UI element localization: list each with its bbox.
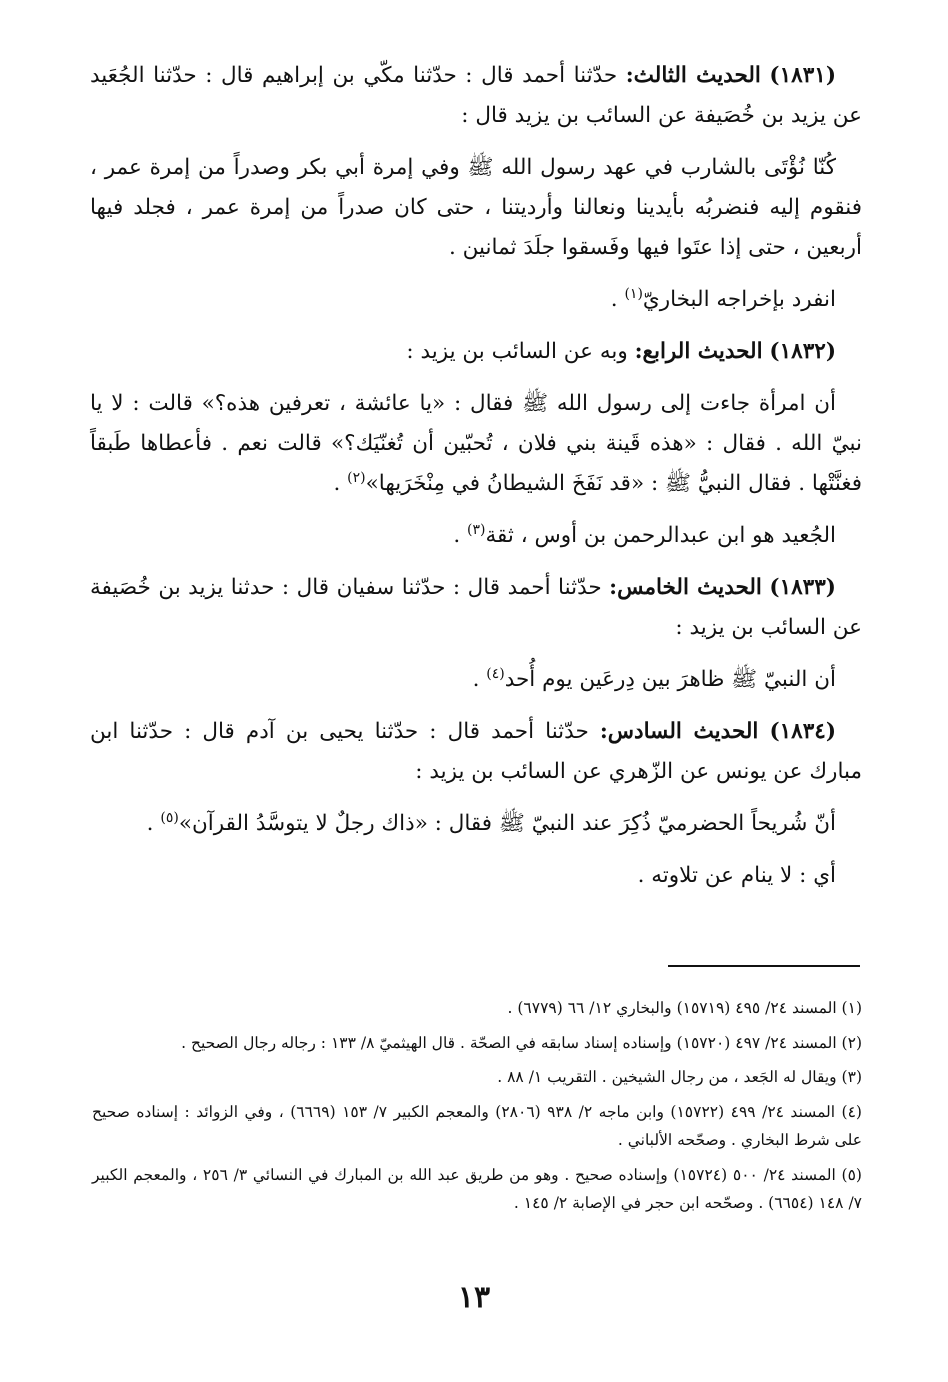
hadith-1834-matn: [90, 804, 862, 844]
footnote-4: (٤) المسند ٢٤/ ٤٩٩ (١٥٧٢٢) وابن ماجه ٢/ ٩٣٨ (٢٨٠٦) والمعجم الكبير ٧/ ١٥٣ (٦٦٦٩) ، وفي الزوائد : إسناده صحيح على شرط البخاري . وصحّحه الألباني .: [92, 1102, 862, 1149]
matn-text: أنّ شُريحاً الحضرميّ ذُكِرَ عند النبيّ ﷺ فقال : «ذاك رجلٌ لا يتوسَّدُ القرآن»: [178, 811, 836, 836]
hadith-number: (١٨٣٢): [769, 339, 836, 364]
hadith-number: (١٨٣٣): [769, 575, 836, 600]
note-text: الجُعيد هو ابن عبدالرحمن بن أوس ، ثقة: [485, 523, 836, 548]
matn-end: .: [146, 811, 161, 836]
hadith-1833-isnad: [90, 568, 862, 648]
hadith-heading: الحديث الخامس:: [609, 575, 762, 600]
footnote-ref-2: (٢): [347, 469, 366, 486]
note-end: .: [610, 287, 625, 312]
footnote-2: (٢) المسند ٢٤/ ٤٩٧ (١٥٧٢٠) وإسناده إسناد سابقه في الصحّة . قال الهيثميّ ٨/ ١٣٣ : رجاله رجال الصحيح .: [181, 1033, 862, 1052]
page-number: ١٣: [457, 1280, 491, 1315]
footnote-divider: [668, 965, 860, 967]
hadith-heading: الحديث السادس:: [599, 719, 759, 744]
hadith-1833-matn: [90, 660, 862, 700]
matn-end: .: [472, 667, 487, 692]
hadith-isnad: حدّثنا أحمد قال : حدّثنا سفيان قال : حدثنا يزيد بن خُصَيفة عن السائب بن يزيد :: [90, 575, 862, 640]
hadith-1831-isnad: [90, 56, 862, 136]
footnote-ref-4: (٤): [486, 665, 505, 682]
hadith-isnad: حدّثنا أحمد قال : حدّثنا مكّي بن إبراهيم قال : حدّثنا الجُعَيد عن يزيد بن خُصَيفة عن السائب بن يزيد قال :: [90, 63, 862, 128]
footnote-ref-5: (٥): [160, 809, 179, 826]
hadith-1831-note: [90, 280, 862, 320]
footnote-ref-1: (١): [624, 285, 643, 302]
footnote-ref-3: (٣): [467, 521, 486, 538]
matn-end: .: [333, 471, 348, 496]
main-text: [90, 56, 862, 908]
hadith-heading: الحديث الثالث:: [625, 63, 761, 88]
note-text: انفرد بإخراجه البخاريّ: [642, 287, 836, 312]
hadith-number: (١٨٣١): [769, 63, 836, 88]
hadith-1834-gloss: أي : لا ينام عن تلاوته .: [637, 863, 836, 888]
note-end: .: [453, 523, 468, 548]
footnote-3: (٣) ويقال له الجَعد ، من رجال الشيخين . التقريب ١/ ٨٨ .: [497, 1068, 862, 1086]
matn-text: أن النبيّ ﷺ ظاهرَ بين دِرعَين يوم أُحد: [504, 667, 836, 692]
hadith-1832-matn: [90, 384, 862, 504]
hadith-number: (١٨٣٤): [769, 719, 837, 744]
hadith-1831-matn: كُنّا نُؤْتَى بالشارب في عهد رسول الله ﷺ وفي إمرة أبي بكر وصدراً من إمرة عمر ، فنقوم إليه فنضربُه بأيدينا ونعالنا وأرديتنا ، حتى كان صدراً من إمرة عمر ، فجلد فيها أربعين ، حتى إذا عتَوا فيها وفَسقوا جلَدَ ثمانين .: [90, 155, 862, 260]
hadith-1832-note: [90, 516, 862, 556]
footnote-5: (٥) المسند ٢٤/ ٥٠٠ (١٥٧٢٤) وإسناده صحيح . وهو من طريق عبد الله بن المبارك في النسائي ٣/ ٢٥٦ ، والمعجم الكبير ٧/ ١٤٨ (٦٦٥٤) . وصحّحه ابن حجر في الإصابة ٢/ ١٤٥ .: [92, 1165, 862, 1212]
matn-text: أن امرأة جاءت إلى رسول الله ﷺ فقال : «يا عائشة ، تعرفين هذه؟» قالت : لا يا نبيّ الله . فقال : «هذه قَينة بني فلان ، تُحبّين أن تُغنّيَك؟» قالت نعم . فأعطاها طَبقاً فغنَّتْها . فقال النبيُّ ﷺ : «قد نَفَخَ الشيطانُ في مِنْخَرَيها»: [90, 391, 862, 496]
footnotes: [92, 994, 862, 1224]
hadith-isnad: وبه عن السائب بن يزيد :: [406, 339, 628, 364]
hadith-1834-isnad: [90, 712, 862, 792]
hadith-1832-isnad: [90, 332, 862, 372]
hadith-heading: الحديث الرابع:: [634, 339, 763, 364]
footnote-1: (١) المسند ٢٤/ ٤٩٥ (١٥٧١٩) والبخاري ١٢/ ٦٦ (٦٧٧٩) .: [507, 999, 862, 1017]
hadith-isnad: حدّثنا أحمد قال : حدّثنا يحيى بن آدم قال : حدّثنا ابن مبارك عن يونس عن الزّهري عن السائب بن يزيد :: [90, 719, 862, 784]
